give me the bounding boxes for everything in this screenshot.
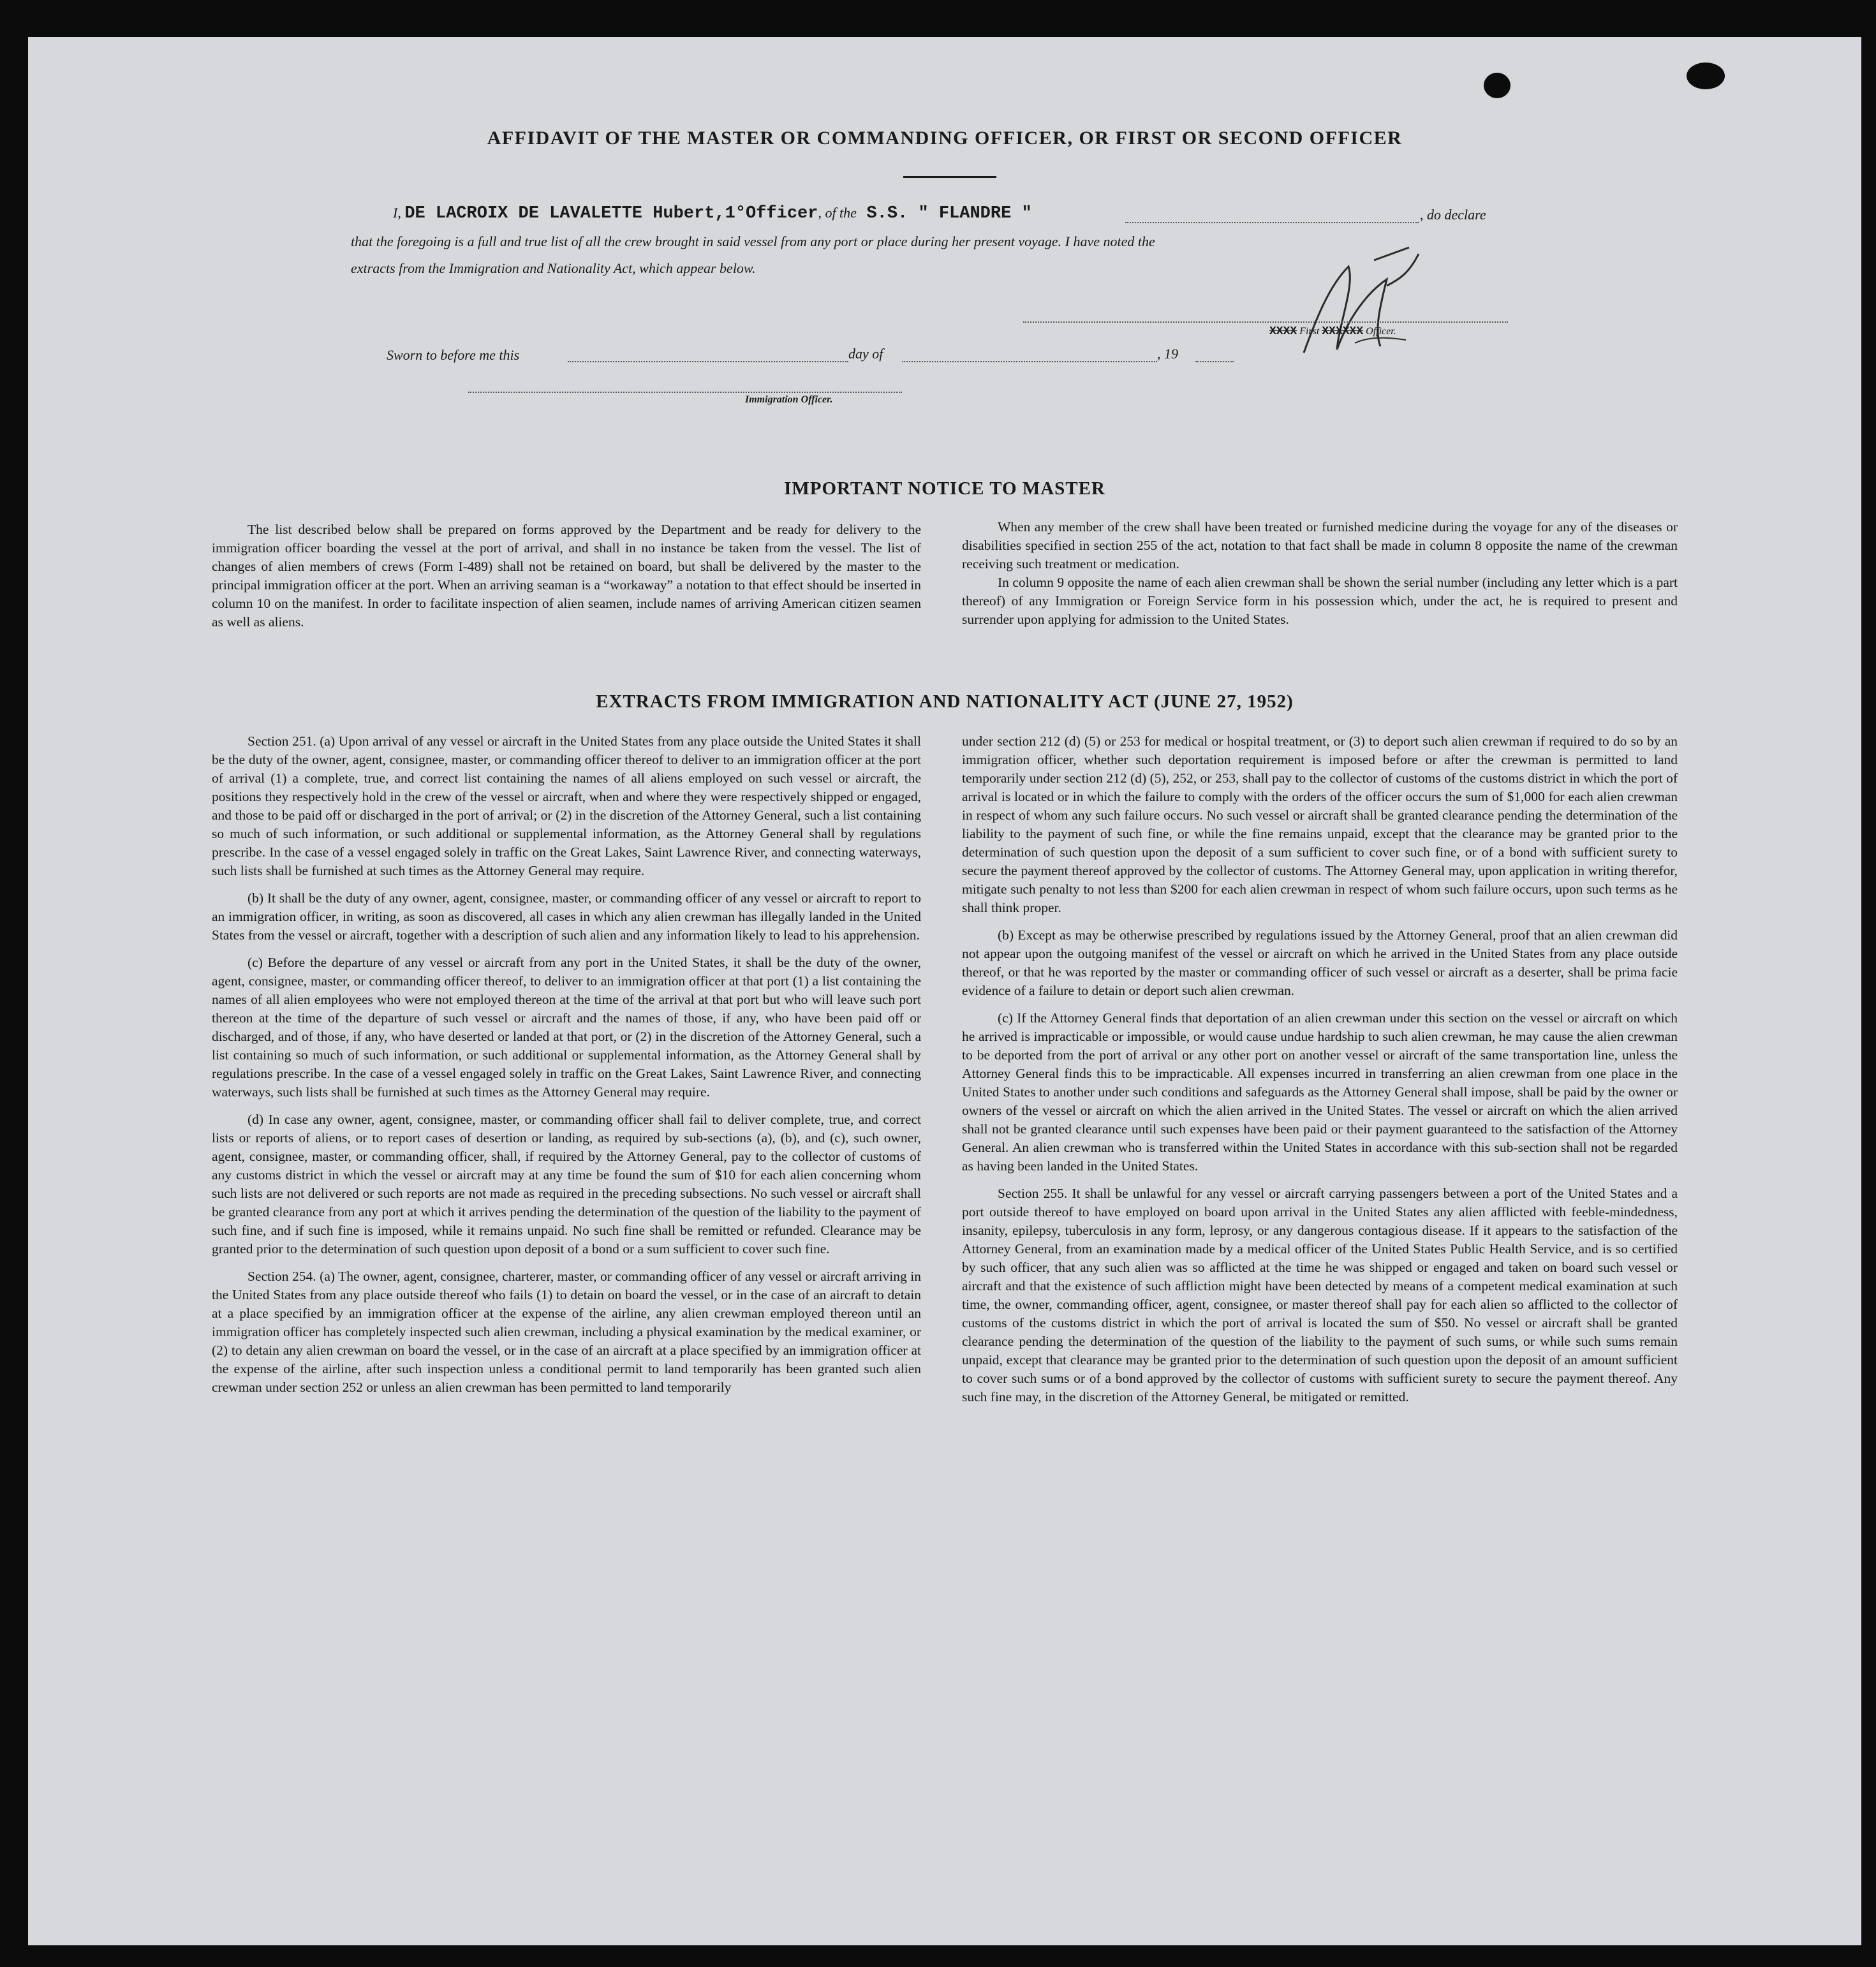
officer-signature xyxy=(1278,241,1457,362)
affidavit-title: AFFIDAVIT OF THE MASTER OR COMMANDING OFFICER, OR FIRST OR SECOND OFFICER xyxy=(487,128,1403,149)
document-page xyxy=(28,37,1861,1945)
declaration-fill-line xyxy=(1125,222,1419,223)
struck-rank-right: XXXXXX xyxy=(1322,325,1364,338)
sworn-month-fill xyxy=(902,361,1157,362)
extracts-right-column xyxy=(962,732,1678,1406)
year-label: , 19 xyxy=(1157,346,1178,362)
notice-left-paragraph: The list described below shall be prepared on forms approved by the Department and be ready for delivery to the immigration officer boarding the vessel at the port of arrival, and shall in no instance be taken from the vessel. The list of changes of alien members of crews (Form I-489) shall not be retained on board, but shall be delivered by the master to the principal immigration officer at the port. When an arriving seaman is a “workaway” a notation to that effect should be inserted in column 10 on the manifest. In order to facilitate inspection of alien seamen, include names of arriving American citizen seamen as well as aliens. xyxy=(212,522,921,630)
day-of-label: day of xyxy=(848,346,883,362)
title-underline xyxy=(903,176,996,178)
notice-left-column xyxy=(212,520,921,631)
notice-right-column xyxy=(962,518,1678,629)
extracts-heading: EXTRACTS FROM IMMIGRATION AND NATIONALITY ACT (JUNE 27, 1952) xyxy=(596,691,1294,712)
section-251-a: Section 251. (a) Upon arrival of any vessel or aircraft in the United States from any place outside the United States it shall be the duty of the owner, agent, consignee, master, or commanding officer thereof to deliver to an immigration officer at the port of arrival (1) a complete, true, and correct list containing the names of all aliens employed on such vessel or aircraft, the positions they respectively hold in the crew of the vessel or aircraft, when and where they were respectively shipped or engaged, and those to be paid off or discharged in the port of arrival; or (2) in the discretion of the Attorney General, such a list containing so much of such information, or such additional or supplemental information, as the Attorney General shall by regulations prescribe. In the case of a vessel engaged solely in traffic on the Great Lakes, Saint Lawrence River, and connecting waterways, such lists shall be furnished at such times as the Attorney General may require. xyxy=(212,733,921,878)
do-declare: , do declare xyxy=(1420,207,1486,223)
declaration-prefix: I, xyxy=(393,205,401,221)
section-251-c: (c) Before the departure of any vessel or aircraft from any port in the United States, it shall be the duty of the owner, agent, consignee, master, or commanding officer thereof, to deliver to an immigration officer at that port (1) a list containing the names of all alien employees who were not employed thereon at the time of the arrival at that port but who will leave such port thereon at the time of the departure of such vessel or aircraft and the names of those, if any, who have been paid off or discharged, and of those, if any, who have deserted or landed at that port, or (2) in the discretion of the Attorney General, such a list containing so much of such information, or such additional or supplemental information, as the Attorney General shall by regulations prescribe. In the case of a vessel engaged solely in traffic on the Great Lakes, Saint Lawrence River, and connecting waterways, such lists shall be furnished at such times as the Attorney General may require. xyxy=(212,955,921,1100)
section-254-a: Section 254. (a) The owner, agent, consignee, charterer, master, or commanding officer of any vessel or aircraft arriving in the United States from any place outside thereof who fails (1) to detain on board the vessel, or in the case of an aircraft to detain at a place specified by an immigration officer at the expense of the airline, any alien crewman employed thereon until an immigration officer has completely inspected such alien crewman, including a physical examination by the medical examiner, or (2) to detain any alien crewman on board the vessel, or in the case of an aircraft at a place specified by an immigration officer at the expense of the airline, after such inspection unless a conditional permit to land temporarily has been granted such alien crewman under section 252 or unless an alien crewman has been permitted to land temporarily xyxy=(212,1269,921,1395)
struck-rank-left: XXXX xyxy=(1269,325,1297,338)
first-label: First xyxy=(1299,326,1320,337)
punch-hole xyxy=(1484,73,1510,98)
vessel-name: S.S. " FLANDRE " xyxy=(866,204,1032,223)
declaration-of-the: , of the xyxy=(818,205,857,221)
sworn-text: Sworn to before me this xyxy=(387,347,520,363)
officer-label: Officer. xyxy=(1366,326,1396,337)
signature-line xyxy=(1023,321,1508,323)
officer-rank-label xyxy=(1269,325,1396,338)
extracts-left-column xyxy=(212,732,921,1397)
section-254-a-continued: under section 212 (d) (5) or 253 for medical or hospital treatment, or (3) to deport such alien crewman if required to do so by an immigration officer, whether such deportation requirement is imposed before or after the crewman is permitted to land temporarily under section 212 (d) (5), 252, or 253, shall pay to the collector of customs of the customs district in which the port of arrival is located or in which the failure to comply with the orders of the officer occurs the sum of $1,000 for each alien crewman in respect of whom any such failure occurs. No such vessel or aircraft shall be granted clearance pending the determination of the liability to the payment of such fine, or while the fine remains unpaid, except that the clearance may be granted prior to the determination of such question upon the deposit of a sum sufficient to cover such fine, or of a bond with sufficient surety to secure the payment thereof approved by the collector of customs. The Attorney General may, upon application in writing therefor, mitigate such penalty to not less than $200 for each alien crewman in respect of whom such failure occurs, upon such terms as he shall think proper. xyxy=(962,733,1678,915)
section-254-b: (b) Except as may be otherwise prescribed by regulations issued by the Attorney General, proof that an alien crewman did not appear upon the outgoing manifest of the vessel or aircraft on which he arrived in the United States from any place outside thereof, or that he was reported by the master or commanding officer of such vessel or aircraft as a deserter, shall be prima facie evidence of a failure to detain or deport such alien crewman. xyxy=(962,927,1678,998)
immigration-officer-label: Immigration Officer. xyxy=(745,394,833,405)
section-254-c: (c) If the Attorney General finds that deportation of an alien crewman under this section on the vessel or aircraft on which he arrived is impracticable or impossible, or would cause undue hardship to such alien crewman, he may cause the alien crewman to be deported from the port of arrival or any other port on another vessel or aircraft of the same transportation line, unless the Attorney General finds this to be impracticable. All expenses incurred in transferring an alien crewman from one place in the United States to another under such conditions and safeguards as the Attorney General shall impose, shall be paid by the owner or owners of the vessel or aircraft on which the alien arrived in the United States. The vessel or aircraft on which the alien arrived shall not be granted clearance until such expenses have been paid or their payment guaranteed to the satisfaction of the Attorney General. An alien crewman who is transferred within the United States in accordance with this sub-section shall not be regarded as having been landed in the United States. xyxy=(962,1010,1678,1174)
section-251-d: (d) In case any owner, agent, consignee, master, or commanding officer shall fail to deliver complete, true, and correct lists or reports of aliens, or to report cases of desertion or landing, as required by sub-sections (a), (b), and (c), such owner, agent, consignee, master, or commanding officer, shall, if required by the Attorney General, pay to the collector of customs of any customs district in which the vessel or aircraft may at any time be found the sum of $10 for each alien concerning whom such lists are not delivered or such reports are not made as required in the preceding subsections. No such vessel or aircraft shall be granted clearance from any port at which it arrives pending the determination of the question of the liability to the payment of such fine, and if such fine is imposed, while it remains unpaid. No such fine shall be remitted or refunded. Clearance may be granted prior to the determination of such question upon deposit of a bond or a sum sufficient to cover such fine. xyxy=(212,1112,921,1256)
section-251-b: (b) It shall be the duty of any owner, agent, consignee, master, or commanding officer of any vessel or aircraft to report to an immigration officer, in writing, as soon as discovered, all cases in which any alien crewman has illegally landed in the United States from the vessel or aircraft, together with a description of such alien and any information likely to lead to his apprehension. xyxy=(212,890,921,943)
declaration-line-2: that the foregoing is a full and true list of all the crew brought in said vessel from any port or place during her present voyage. I have noted the xyxy=(351,233,1155,249)
sworn-year-fill xyxy=(1195,361,1234,362)
notice-heading: IMPORTANT NOTICE TO MASTER xyxy=(784,478,1105,499)
notice-right-paragraph-1: When any member of the crew shall have been treated or furnished medicine during the voyage for any of the diseases or disabilities specified in section 255 of the act, notation to that fact shall be made in column 8 opposite the name of the crewman receiving such treatment or medication. xyxy=(962,519,1678,571)
section-255: Section 255. It shall be unlawful for any vessel or aircraft carrying passengers between a port of the United States and a port outside thereof to have employed on board upon arrival in the United States any alien afflicted with feeble-mindedness, insanity, epilepsy, tuberculosis in any form, leprosy, or any dangerous contagious disease. If it appears to the satisfaction of the Attorney General, from an examination made by a medical officer of the United States Public Health Service, and is so certified by such officer, that any such alien was so afflicted at the time he was shipped or engaged and taken on board such vessel or aircraft and that the existence of such affliction might have been detected by means of a competent medical examination at such time, the owner, commanding officer, agent, consignee, or master thereof shall pay for each alien so afflicted to the collector of customs of the customs district in which the port of arrival is located the sum of $50. No vessel or aircraft shall be granted clearance pending the determination of the question of the liability to the payment of such sums, or while such sums remain unpaid, except that clearance may be granted prior to the determination of such question upon the deposit of an amount sufficient to cover such sums or of a bond approved by the collector of customs with sufficient surety to secure the payment thereof. Any such fine may, in the discretion of the Attorney General, be mitigated or remitted. xyxy=(962,1186,1678,1404)
sworn-day-fill xyxy=(568,361,848,362)
notice-right-paragraph-2: In column 9 opposite the name of each alien crewman shall be shown the serial number (including any letter which is a part thereof) of any Immigration or Foreign Service form in his possession which, under the act, he is required to present and surrender upon applying for admission to the United States. xyxy=(962,575,1678,627)
punch-hole xyxy=(1687,63,1725,89)
declaration-line-1 xyxy=(393,204,1032,223)
immigration-officer-line xyxy=(468,392,902,393)
officer-name: DE LACROIX DE LAVALETTE Hubert,1°Officer xyxy=(404,204,818,223)
declaration-line-3: extracts from the Immigration and Nationality Act, which appear below. xyxy=(351,260,756,276)
